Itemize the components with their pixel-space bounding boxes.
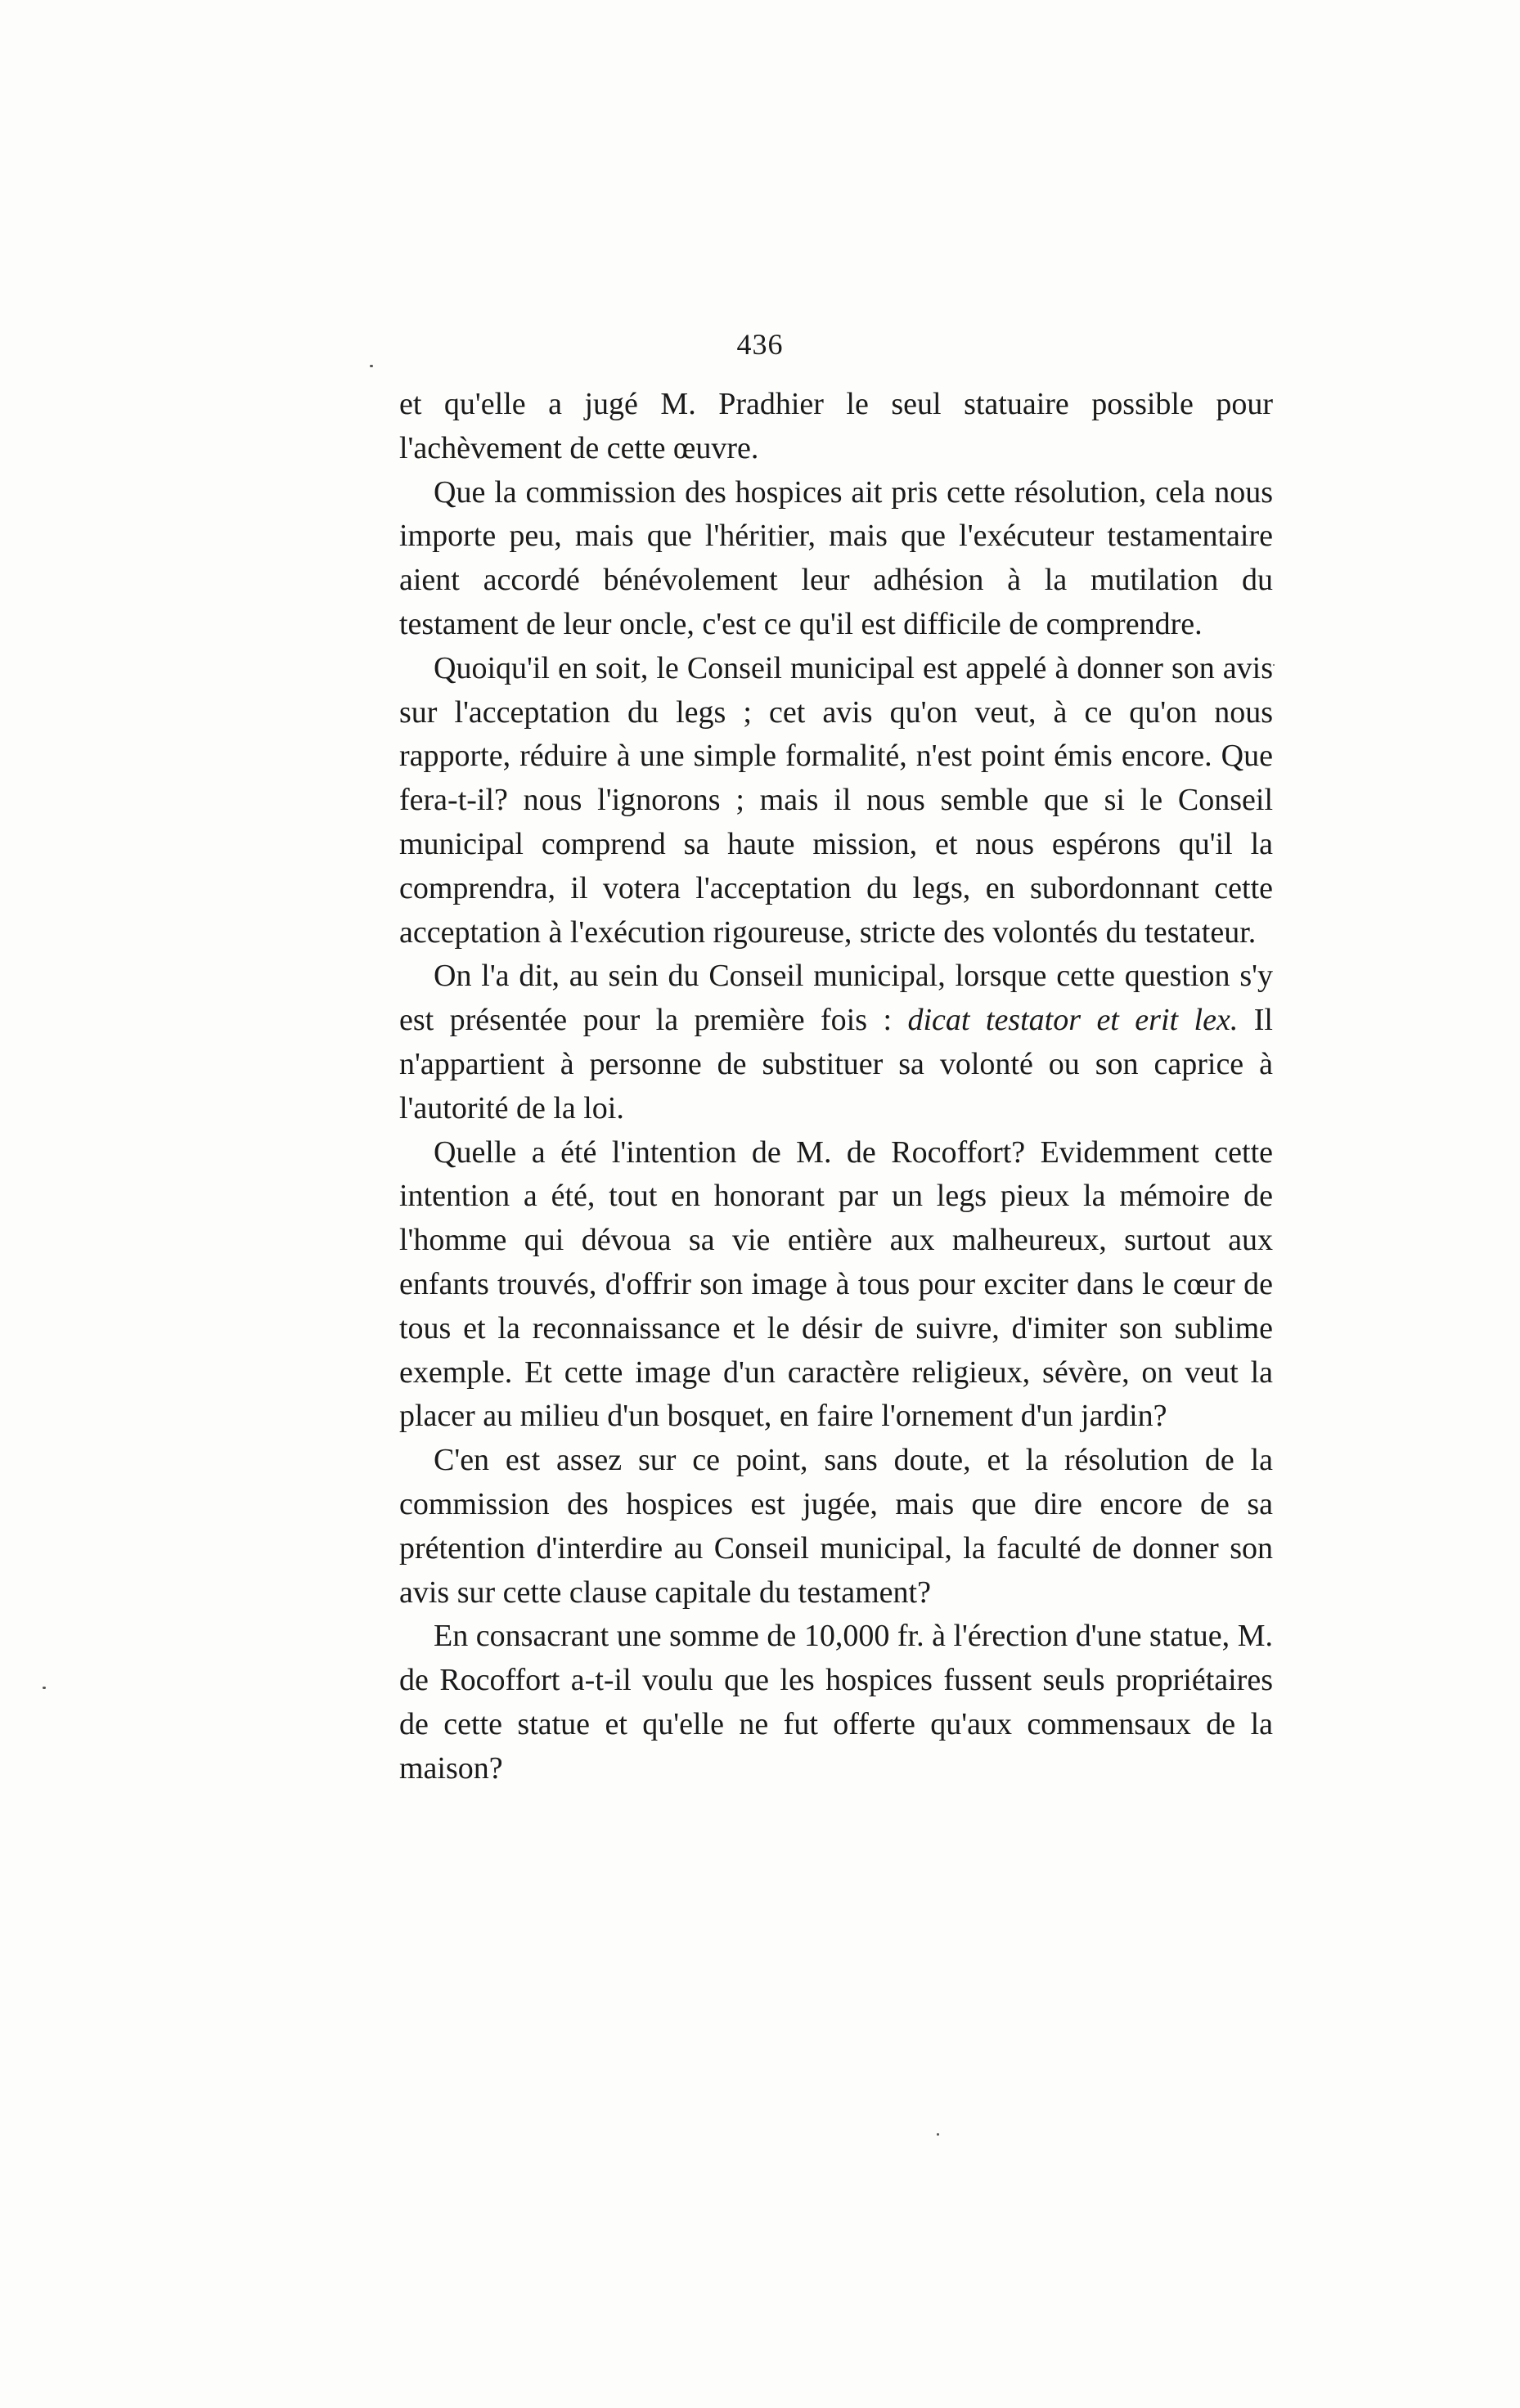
body-text (399, 383, 1273, 1791)
paragraph-5: Quelle a été l'intention de M. de Rocoffort? Evidemment cette intention a été, tout en honorant par un legs pieux la mémoire de l'homme qui dévoua sa vie entière aux malheureux, surtout aux enfants trouvés, d'offrir son image à tous pour exciter dans le cœur de tous et la reconnaissance et le désir de suivre, d'imiter son sublime exemple. Et cette image d'un caractère religieux, sévère, on veut la placer au milieu d'un bosquet, en faire l'ornement d'un jardin? (399, 1134, 1273, 1434)
latin-maxim: dicat testator et erit lex. (907, 1003, 1239, 1038)
scan-speck (43, 1687, 46, 1689)
paragraph-4 (399, 955, 1273, 1130)
paragraph-1: et qu'elle a jugé M. Pradhier le seul statuaire possible pour l'achèvement de cette œuvre. (399, 387, 1273, 465)
page-number: 436 (736, 328, 784, 361)
paragraph-6: C'en est assez sur ce point, sans doute, et la résolution de la commission des hospices est jugée, mais que dire encore de sa prétention d'interdire au Conseil municipal, la faculté de donner son avis sur cette clause capitale du testament? (399, 1443, 1273, 1610)
paragraph-4-text-start: On l'a dit, au sein du Conseil municipal, lorsque cette question s'y est présentée pour la première fois : (399, 959, 1273, 1038)
scan-speck (937, 2133, 939, 2136)
paragraph-3: Quoiqu'il en soit, le Conseil municipal est appelé à donner son avis sur l'acceptation du legs ; cet avis qu'on veut, à ce qu'on nous rapporte, réduire à une simple formalité, n'est point émis encore. Que fera-t-il? nous l'ignorons ; mais il nous semble que si le Conseil municipal comprend sa haute mission, et nous espérons qu'il la comprendra, il votera l'acceptation du legs, en subordonnant cette acceptation à l'exécution rigoureuse, stricte des volontés du testateur. (399, 650, 1273, 950)
paragraph-4-text-end: Il n'appartient à personne de substituer sa volonté ou son caprice à l'autorité de la loi. (399, 1003, 1273, 1125)
paragraph-2: Que la commission des hospices ait pris cette résolution, cela nous importe peu, mais que l'héritier, mais que l'exécuteur testamentaire aient accordé bénévolement leur adhésion à la mutilation du testament de leur oncle, c'est ce qu'il est difficile de comprendre. (399, 474, 1273, 641)
scan-speck (1273, 664, 1275, 666)
scan-speck (370, 365, 373, 367)
paragraph-7: En consacrant une somme de 10,000 fr. à l'érection d'une statue, M. de Rocoffort a-t-il voulu que les hospices fussent seuls propriétaires de cette statue et qu'elle ne fut offerte qu'aux commensaux de la maison? (399, 1619, 1273, 1786)
